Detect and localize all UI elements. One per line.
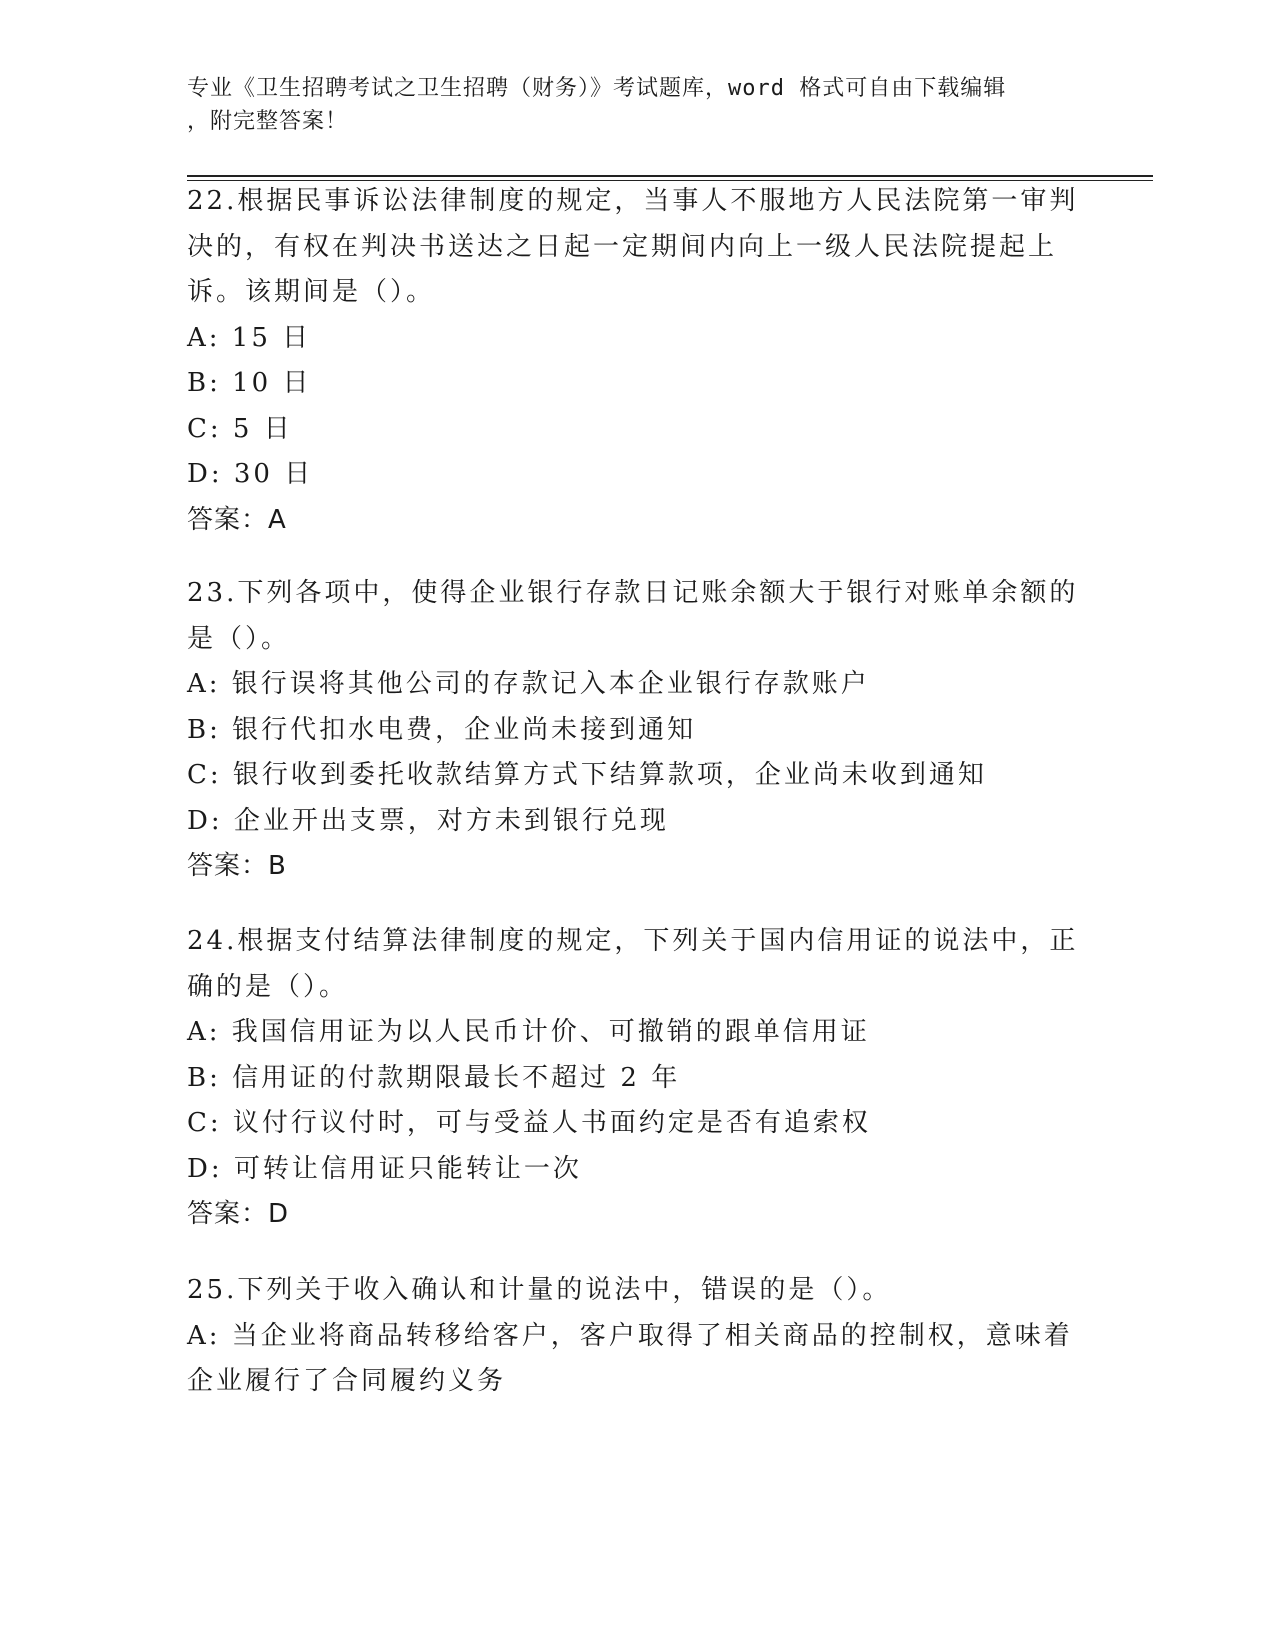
- question-25: [187, 1268, 1087, 1405]
- option-c: C: 议付行议付时，可与受益人书面约定是否有追索权: [187, 1108, 871, 1138]
- option-d: D: 30 日: [187, 459, 314, 489]
- option-a: A: 15 日: [187, 322, 312, 353]
- answer-value: D: [268, 1199, 290, 1229]
- question-stem: 23.下列各项中，使得企业银行存款日记账余额大于银行对账单余额的: [187, 578, 1079, 608]
- question-stem: 确的是（）。: [187, 971, 349, 1002]
- header-divider-thick: [187, 175, 1153, 177]
- option-b: B: 银行代扣水电费，企业尚未接到通知: [187, 714, 697, 745]
- question-stem: 25.下列关于收入确认和计量的说法中，错误的是（）。: [187, 1275, 892, 1305]
- question-stem: 22.根据民事诉讼法律制度的规定，当事人不服地方人民法院第一审判: [187, 186, 1079, 216]
- document-header: [187, 72, 1067, 138]
- header-line-1: 专业《卫生招聘考试之卫生招聘（财务）》考试题库，word 格式可自由下载编辑: [187, 76, 1007, 101]
- answer-line: [187, 844, 1087, 890]
- answer-label: 答案：: [187, 504, 269, 535]
- answer-value: A: [268, 504, 287, 535]
- question-stem: 是（）。: [187, 623, 291, 654]
- option-a: A: 当企业将商品转移给客户，客户取得了相关商品的控制权，意味着: [187, 1320, 1073, 1351]
- option-d: D: 企业开出支票，对方未到银行兑现: [187, 805, 669, 836]
- question-23: [187, 571, 1087, 890]
- option-a: A: 银行误将其他公司的存款记入本企业银行存款账户: [187, 669, 870, 699]
- option-d: D: 可转让信用证只能转让一次: [187, 1153, 582, 1184]
- answer-line: [187, 498, 1087, 544]
- header-line-2: ，附完整答案！: [187, 109, 349, 134]
- question-24: [187, 919, 1087, 1238]
- question-stem: 决的，有权在判决书送达之日起一定期间内向上一级人民法院提起上: [187, 231, 1058, 262]
- option-c: C: 5 日: [187, 413, 293, 444]
- option-c: C: 银行收到委托收款结算方式下结算款项，企业尚未收到通知: [187, 760, 987, 790]
- option-a: A: 我国信用证为以人民币计价、可撤销的跟单信用证: [187, 1017, 870, 1047]
- answer-label: 答案：: [187, 1199, 269, 1229]
- option-a-continued: 企业履行了合同履约义务: [187, 1366, 507, 1396]
- option-b: B: 10 日: [187, 368, 312, 398]
- answer-value: B: [268, 851, 287, 881]
- answer-line: [187, 1192, 1087, 1238]
- question-22: [187, 179, 1087, 543]
- question-stem: 诉。该期间是（）。: [187, 277, 436, 307]
- option-b: B: 信用证的付款期限最长不超过 2 年: [187, 1062, 681, 1093]
- question-stem: 24.根据支付结算法律制度的规定，下列关于国内信用证的说法中，正: [187, 926, 1079, 956]
- answer-label: 答案：: [187, 851, 269, 881]
